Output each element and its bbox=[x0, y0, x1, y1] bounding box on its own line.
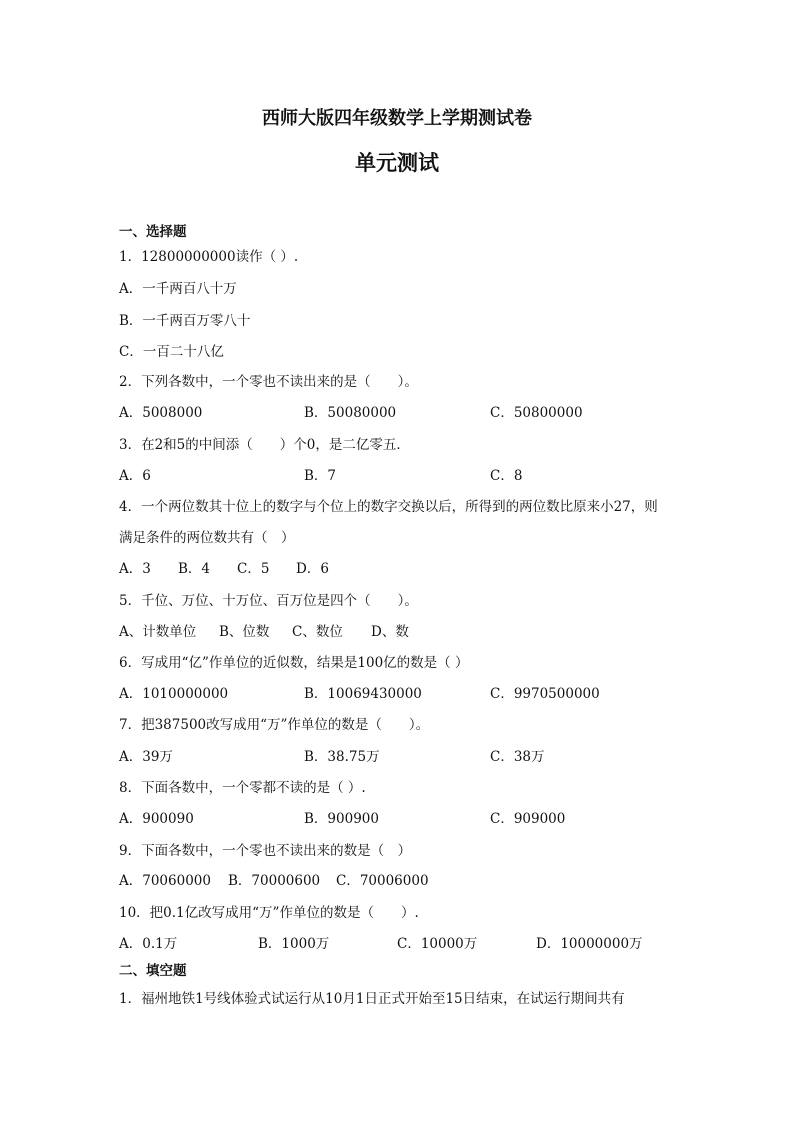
exam-subtitle: 单元测试 bbox=[355, 150, 439, 175]
question-4-option-a: A．3 bbox=[119, 561, 151, 577]
question-5-option-d: D、数 bbox=[371, 624, 409, 640]
section-heading-fill: 二、填空题 bbox=[119, 963, 187, 979]
question-9-option-b: B．70000600 bbox=[228, 873, 321, 889]
question-5-option-a: A、计数单位 bbox=[119, 624, 197, 640]
question-8-option-c: C．909000 bbox=[490, 811, 566, 827]
question-3-option-b: B．7 bbox=[304, 468, 337, 484]
question-7-option-c: C．38万 bbox=[490, 749, 545, 765]
question-5-option-c: C、数位 bbox=[292, 624, 343, 640]
question-2-option-a: A．5008000 bbox=[119, 405, 203, 421]
question-1-option-b: B．一千两百万零八十 bbox=[119, 313, 251, 329]
question-8-option-b: B．900900 bbox=[304, 811, 379, 827]
question-4-stem-line-2: 满足条件的两位数共有（ ） bbox=[119, 530, 295, 546]
question-8-option-a: A．900090 bbox=[119, 811, 194, 827]
question-7-stem: 7．把387500改写成用“万”作单位的数是（ ）。 bbox=[119, 717, 430, 733]
question-3-stem: 3．在2和5的中间添（ ）个0，是二亿零五． bbox=[119, 437, 410, 453]
question-8-stem: 8．下面各数中，一个零都不读的是（ ）. bbox=[119, 780, 366, 796]
question-10-option-d: D．10000000万 bbox=[536, 936, 643, 952]
question-9-option-c: C．70006000 bbox=[336, 873, 429, 889]
question-10-option-a: A．0.1万 bbox=[119, 936, 178, 952]
question-9-option-a: A．70060000 bbox=[119, 873, 211, 889]
question-6-option-a: A．1010000000 bbox=[119, 686, 229, 702]
question-6-stem: 6．写成用“亿”作单位的近似数，结果是100亿的数是（ ） bbox=[119, 655, 469, 671]
question-5-option-b: B、位数 bbox=[219, 624, 270, 640]
question-10-stem: 10．把0.1亿改写成用“万”作单位的数是（ ）. bbox=[119, 905, 419, 921]
exam-title: 西师大版四年级数学上学期测试卷 bbox=[262, 108, 532, 129]
question-1-option-a: A．一千两百八十万 bbox=[119, 281, 237, 297]
question-2-stem: 2．下列各数中，一个零也不读出来的是（ ）。 bbox=[119, 374, 418, 390]
question-7-option-a: A．39万 bbox=[119, 749, 173, 765]
question-9-stem: 9．下面各数中，一个零也不读出来的数是（ ） bbox=[119, 843, 412, 859]
question-1-stem: 1．12800000000读作（ ）. bbox=[119, 249, 299, 265]
question-4-option-d: D．6 bbox=[296, 561, 329, 577]
question-6-option-b: B．10069430000 bbox=[304, 686, 422, 702]
question-6-option-c: C．9970500000 bbox=[490, 686, 600, 702]
question-3-option-a: A．6 bbox=[119, 468, 151, 484]
question-4-stem-line-1: 4．一个两位数其十位上的数字与个位上的数字交换以后，所得到的两位数比原来小27，则 bbox=[119, 499, 658, 515]
question-2-option-b: B．50080000 bbox=[304, 405, 397, 421]
section-heading-choice: 一、选择题 bbox=[119, 224, 187, 240]
question-1-option-c: C．一百二十八亿 bbox=[119, 344, 224, 360]
fill-question-1-stem: 1．福州地铁1号线体验式试运行从10月1日正式开始至15日结束，在试运行期间共有 bbox=[119, 991, 625, 1007]
question-10-option-c: C．10000万 bbox=[397, 936, 478, 952]
question-5-stem: 5．千位、万位、十万位、百万位是四个（ ）。 bbox=[119, 593, 418, 609]
question-3-option-c: C．8 bbox=[490, 468, 523, 484]
question-10-option-b: B．1000万 bbox=[258, 936, 330, 952]
question-4-option-c: C．5 bbox=[237, 561, 270, 577]
question-2-option-c: C．50800000 bbox=[490, 405, 583, 421]
question-7-option-b: B．38.75万 bbox=[304, 749, 380, 765]
question-4-option-b: B．4 bbox=[178, 561, 211, 577]
